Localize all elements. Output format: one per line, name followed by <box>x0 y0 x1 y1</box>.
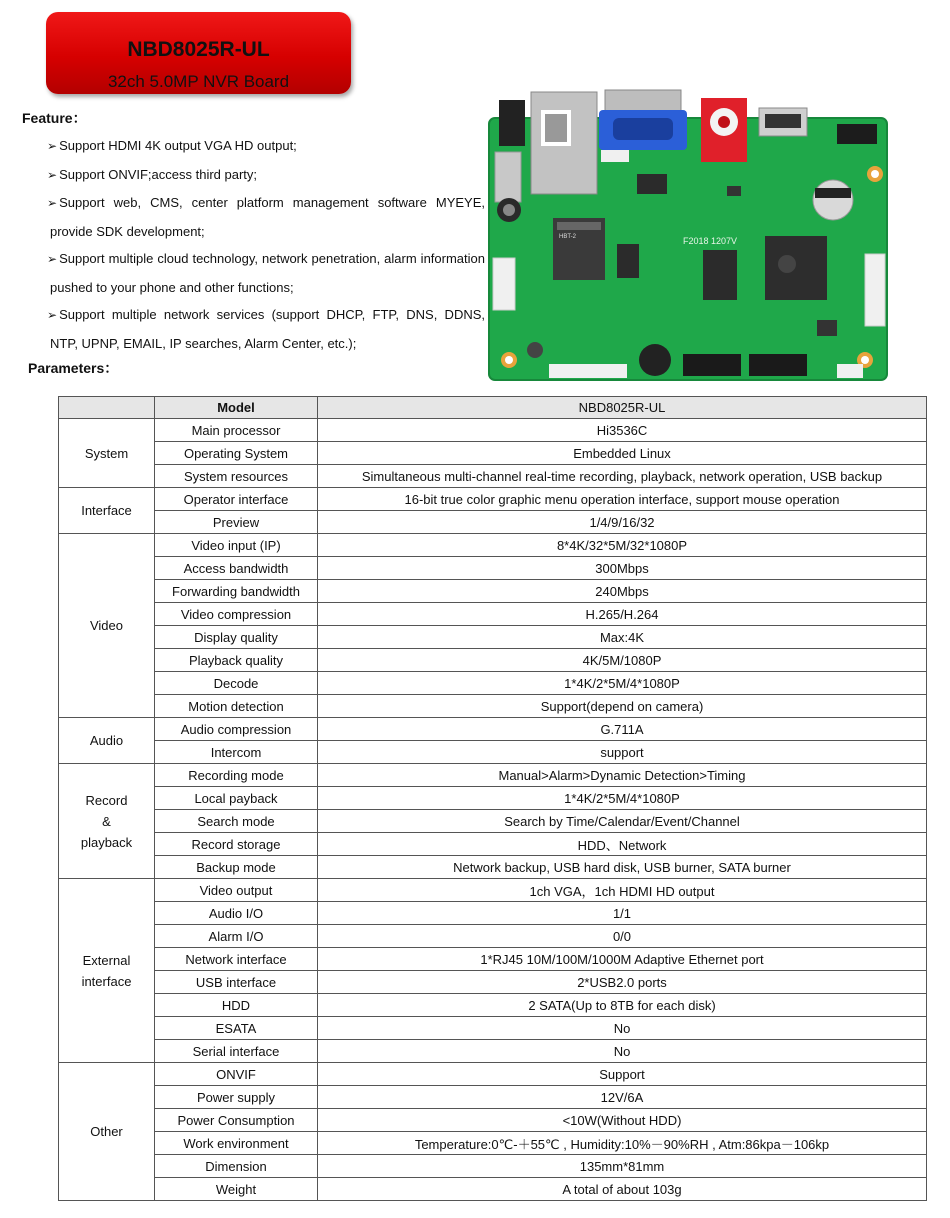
silkscreen-label: F2018 1207V <box>683 236 738 246</box>
parameter-value: 135mm*81mm <box>318 1155 927 1178</box>
parameter-value: 16-bit true color graphic menu operation interface, support mouse operation <box>318 488 927 511</box>
table-row <box>59 1017 927 1040</box>
table-row <box>59 741 927 764</box>
parameter-value: Hi3536C <box>318 419 927 442</box>
feature-text: Support multiple network services (support DHCP, FTP, DNS, DDNS, NTP, UPNP, EMAIL, IP searches, Alarm Center, etc.); <box>50 307 485 351</box>
table-row <box>59 971 927 994</box>
category-cell <box>59 764 155 879</box>
parameter-value: 1/4/9/16/32 <box>318 511 927 534</box>
feature-text: Support multiple cloud technology, network penetration, alarm information pushed to your phone and other functions; <box>50 251 485 295</box>
parameter-value: HDD、Network <box>318 833 927 856</box>
table-row <box>59 879 927 902</box>
parameter-name: Display quality <box>155 626 318 649</box>
category-cell <box>59 718 155 764</box>
category-label: System <box>84 445 129 461</box>
parameter-name: Video output <box>155 879 318 902</box>
spec-table <box>58 396 927 1201</box>
feature-item <box>47 132 485 161</box>
parameter-value: Max:4K <box>318 626 927 649</box>
header-blank-cell <box>59 397 155 419</box>
parameter-value: 1*4K/2*5M/4*1080P <box>318 787 927 810</box>
parameter-value: 1*RJ45 10M/100M/1000M Adaptive Ethernet port <box>318 948 927 971</box>
parameter-value: 1ch VGA，1ch HDMI HD output <box>318 879 927 902</box>
table-row <box>59 1109 927 1132</box>
feature-item <box>47 301 485 357</box>
parameter-value: 8*4K/32*5M/32*1080P <box>318 534 927 557</box>
feature-item <box>47 189 485 245</box>
parameter-value: support <box>318 741 927 764</box>
table-row <box>59 810 927 833</box>
table-row <box>59 603 927 626</box>
parameter-name: ESATA <box>155 1017 318 1040</box>
table-row <box>59 925 927 948</box>
feature-text: Support ONVIF;access third party; <box>59 166 258 182</box>
category-label: playback <box>80 834 133 850</box>
parameter-name: HDD <box>155 994 318 1017</box>
category-label: Record <box>85 792 128 808</box>
parameter-name: Audio compression <box>155 718 318 741</box>
category-cell <box>59 1063 155 1201</box>
parameter-value: Embedded Linux <box>318 442 927 465</box>
category-label: interface <box>81 973 132 989</box>
parameter-name: Local payback <box>155 787 318 810</box>
parameter-name: Dimension <box>155 1155 318 1178</box>
board-illustration <box>487 88 889 384</box>
parameter-value: Support <box>318 1063 927 1086</box>
parameter-name: Playback quality <box>155 649 318 672</box>
feature-item <box>47 245 485 301</box>
arrow-bullet-icon: ➢ <box>47 308 58 322</box>
parameter-name: Video compression <box>155 603 318 626</box>
feature-text: Support web, CMS, center platform management software MYEYE, provide SDK development; <box>50 195 485 239</box>
feature-text: Support HDMI 4K output VGA HD output; <box>59 138 297 153</box>
category-cell <box>59 534 155 718</box>
parameter-name: Power Consumption <box>155 1109 318 1132</box>
table-row <box>59 419 927 442</box>
table-row <box>59 718 927 741</box>
parameter-value: 4K/5M/1080P <box>318 649 927 672</box>
table-row <box>59 649 927 672</box>
spec-table-header <box>59 397 927 419</box>
category-label: Other <box>90 1124 123 1139</box>
category-label: Interface <box>81 503 132 518</box>
parameter-value: Network backup, USB hard disk, USB burner, SATA burner <box>318 856 927 879</box>
parameter-value: H.265/H.264 <box>318 603 927 626</box>
parameter-value: Simultaneous multi-channel real-time recording, playback, network operation, USB backup <box>318 465 927 488</box>
category-label: Video <box>89 618 123 633</box>
category-cell <box>59 488 155 534</box>
parameter-value: Search by Time/Calendar/Event/Channel <box>318 810 927 833</box>
table-row <box>59 534 927 557</box>
parameter-name: Operator interface <box>155 488 318 511</box>
parameter-value: A total of about 103g <box>318 1178 927 1201</box>
category-cell <box>59 419 155 488</box>
parameter-name: Recording mode <box>155 764 318 787</box>
parameter-name: Power supply <box>155 1086 318 1109</box>
table-row <box>59 787 927 810</box>
parameter-value: <10W(Without HDD) <box>318 1109 927 1132</box>
parameter-name: Search mode <box>155 810 318 833</box>
table-row <box>59 511 927 534</box>
table-row <box>59 1063 927 1086</box>
product-model-title: NBD8025R-UL <box>127 38 270 61</box>
arrow-bullet-icon: ➢ <box>47 167 58 182</box>
table-row <box>59 948 927 971</box>
table-row <box>59 764 927 787</box>
category-label: & <box>102 813 111 829</box>
transformer-label: HBT-2 <box>559 234 577 240</box>
parameter-value: No <box>318 1017 927 1040</box>
product-title-banner <box>46 12 351 94</box>
parameter-name: ONVIF <box>155 1063 318 1086</box>
parameter-name: Alarm I/O <box>155 925 318 948</box>
header-model-value: NBD8025R-UL <box>318 397 927 419</box>
table-row <box>59 833 927 856</box>
category-label: Audio <box>89 733 124 748</box>
feature-list <box>47 132 485 357</box>
parameter-name: Record storage <box>155 833 318 856</box>
arrow-bullet-icon: ➢ <box>47 252 58 266</box>
table-row <box>59 465 927 488</box>
parameter-name: Backup mode <box>155 856 318 879</box>
table-row <box>59 994 927 1017</box>
table-row <box>59 557 927 580</box>
parameter-value: 2*USB2.0 ports <box>318 971 927 994</box>
table-row <box>59 695 927 718</box>
table-row <box>59 580 927 603</box>
table-row <box>59 442 927 465</box>
parameter-name: Decode <box>155 672 318 695</box>
parameter-name: Video input (IP) <box>155 534 318 557</box>
parameter-name: Access bandwidth <box>155 557 318 580</box>
table-row <box>59 856 927 879</box>
table-row <box>59 1086 927 1109</box>
parameter-name: Serial interface <box>155 1040 318 1063</box>
table-row <box>59 902 927 925</box>
table-row <box>59 626 927 649</box>
table-row <box>59 1178 927 1201</box>
feature-item <box>47 161 485 190</box>
parameter-name: Intercom <box>155 741 318 764</box>
parameter-value: 300Mbps <box>318 557 927 580</box>
parameter-value: G.711A <box>318 718 927 741</box>
table-row <box>59 488 927 511</box>
parameter-name: Weight <box>155 1178 318 1201</box>
parameter-value: Temperature:0℃-＋55℃ , Humidity:10%－90%RH , Atm:86kpa－106kp <box>318 1132 927 1155</box>
parameter-value: 1/1 <box>318 902 927 925</box>
parameter-name: Network interface <box>155 948 318 971</box>
arrow-bullet-icon: ➢ <box>47 196 58 210</box>
product-subtitle: 32ch 5.0MP NVR Board <box>107 72 290 91</box>
parameter-name: Operating System <box>155 442 318 465</box>
parameter-name: Main processor <box>155 419 318 442</box>
feature-heading: Feature： <box>22 110 87 126</box>
arrow-bullet-icon: ➢ <box>47 139 58 153</box>
table-row <box>59 1155 927 1178</box>
parameter-value: 0/0 <box>318 925 927 948</box>
category-label: External <box>82 952 131 968</box>
parameters-heading: Parameters： <box>28 360 119 376</box>
parameter-name: Forwarding bandwidth <box>155 580 318 603</box>
table-row <box>59 1132 927 1155</box>
parameter-value: Support(depend on camera) <box>318 695 927 718</box>
parameter-value: 12V/6A <box>318 1086 927 1109</box>
parameter-name: Work environment <box>155 1132 318 1155</box>
parameter-name: Preview <box>155 511 318 534</box>
parameter-value: No <box>318 1040 927 1063</box>
parameter-value: 2 SATA(Up to 8TB for each disk) <box>318 994 927 1017</box>
parameter-value: 240Mbps <box>318 580 927 603</box>
parameter-name: System resources <box>155 465 318 488</box>
parameter-value: Manual>Alarm>Dynamic Detection>Timing <box>318 764 927 787</box>
parameter-value: 1*4K/2*5M/4*1080P <box>318 672 927 695</box>
parameter-name: Audio I/O <box>155 902 318 925</box>
table-row <box>59 672 927 695</box>
category-cell <box>59 879 155 1063</box>
nvr-board-image <box>487 88 889 384</box>
parameter-name: Motion detection <box>155 695 318 718</box>
header-model-label: Model <box>155 397 318 419</box>
parameter-name: USB interface <box>155 971 318 994</box>
table-row <box>59 1040 927 1063</box>
